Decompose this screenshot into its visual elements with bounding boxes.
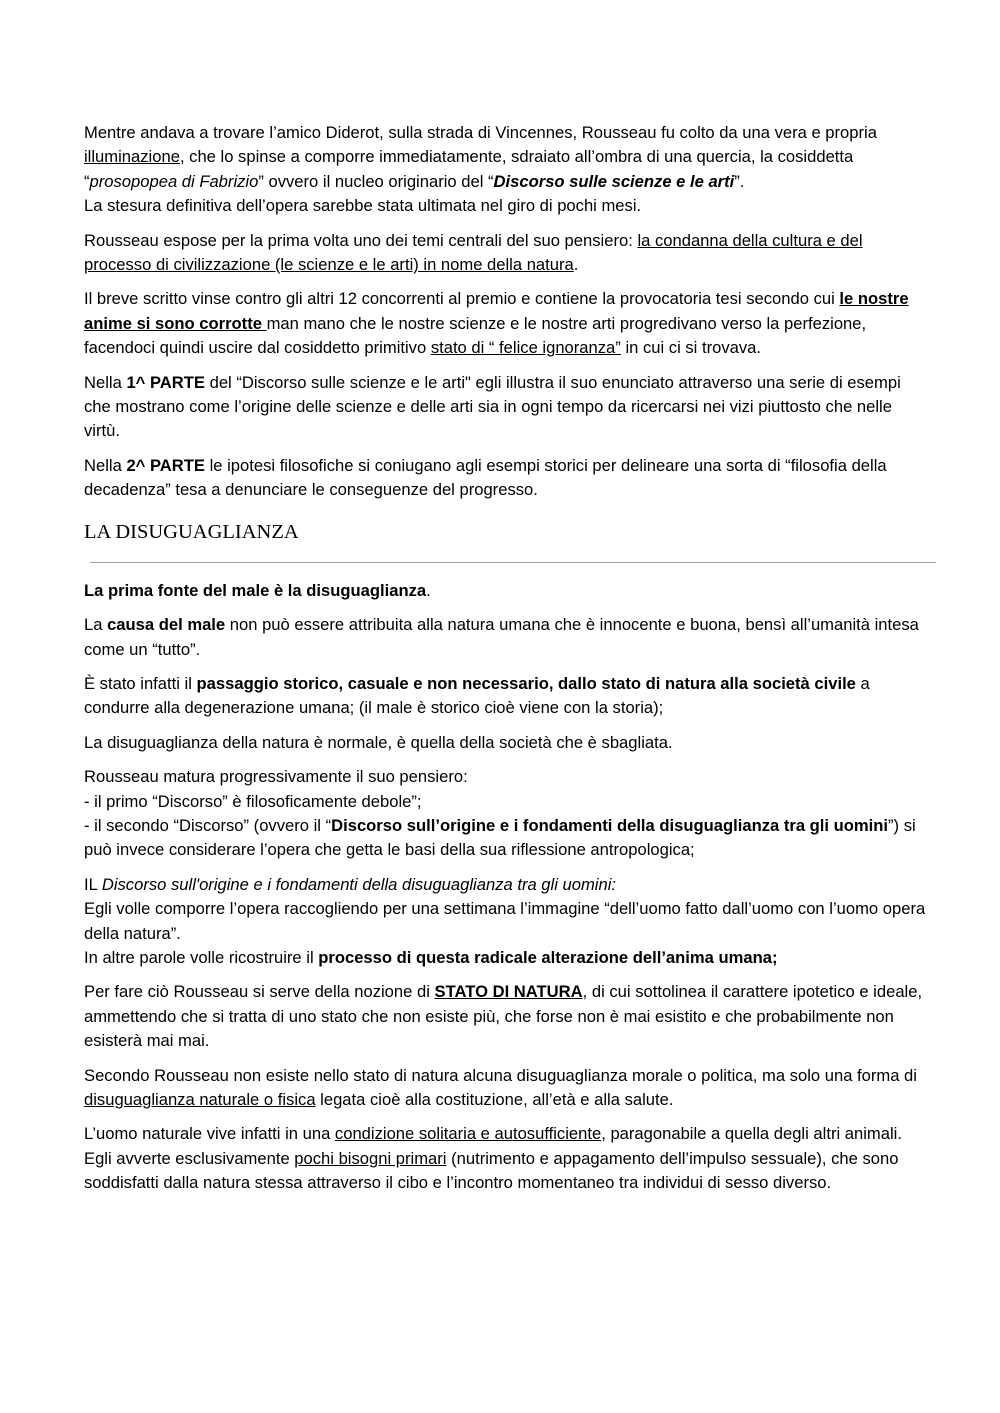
bold-text: causa del male <box>107 615 226 635</box>
paragraph-passaggio-storico: È stato infatti il passaggio storico, casuale e non necessario, dallo stato di natura alla società civile a condurre alla degenerazione umana; (il male è storico cioè viene con la storia); <box>84 673 870 718</box>
underlined-text: disuguaglianza naturale o fisica <box>84 1090 316 1109</box>
heading-divider <box>90 562 936 563</box>
paragraph-disuguaglianza-natura: La disuguaglianza della natura è normale, è quella della società che è sbagliata. <box>84 732 673 752</box>
bold-text: 2^ PARTE <box>126 455 205 475</box>
paragraph-breve-scritto: Il breve scritto vinse contro gli altri 12 concorrenti al premio e contiene la provocatoria tesi secondo cui le nostre anime si sono corrotte man mano che le nostre scienze e le nostre arti progredivano verso la perfezione, facendoci quindi uscire dal cosiddetto primitivo stato di “ felice ignoranza” in cui ci si trovava. <box>84 289 909 358</box>
italic-text: prosopopea di Fabrizio <box>89 171 259 191</box>
bold-underlined-text: le nostre anime si sono corrotte <box>84 289 909 333</box>
paragraph-seconda-parte: Nella 2^ PARTE le ipotesi filosofiche si coniugano agli esempi storici per delineare una sorta di “filosofia della decadenza” tesa a denunciare le conseguenze del progresso. <box>84 455 887 500</box>
bold-text: processo di questa radicale alterazione dell’anima umana; <box>318 947 778 967</box>
underlined-text: stato di “ felice ignoranza” <box>430 338 621 358</box>
italic-text: Discorso sull'origine e i fondamenti della disuguaglianza tra gli uomini: <box>101 874 617 894</box>
paragraph-prima-fonte: La prima fonte del male è la disuguaglianza. <box>84 580 431 600</box>
section-heading: LA DISUGUAGLIANZA <box>84 520 299 543</box>
paragraph-illuminazione: Mentre andava a trovare l’amico Diderot, sulla strada di Vincennes, Rousseau fu colto da una vera e propria illuminazione, che lo spinse a comporre immediatamente, sdraiato all’ombra di una quercia, la cosiddetta “prosopopea di Fabrizio” ovvero il nucleo originario del “Discorso sulle scienze e le arti”. La stesura definitiva dell’opera sarebbe stata ultimata nel giro di pochi mesi. <box>84 123 877 216</box>
paragraph-discorso-origine: IL Discorso sull'origine e i fondamenti della disuguaglianza tra gli uomini: Egli volle comporre l’opera raccogliendo per una settimana l’immagine “dell’uomo fatto dall’uomo con l’uomo opera della natura”. In altre parole volle ricostruire il processo di questa radicale alterazione dell’anima umana; <box>84 874 926 967</box>
bold-text: 1^ PARTE <box>126 372 205 392</box>
bold-text: La prima fonte del male è la disuguaglianza <box>84 580 427 600</box>
paragraph-stato-di-natura: Per fare ciò Rousseau si serve della nozione di STATO DI NATURA, di cui sottolinea il carattere ipotetico e ideale, ammettendo che si tratta di uno stato che non esiste più, che forse non è mai esistito e che probabilmente non esisterà mai mai. <box>84 982 923 1051</box>
paragraph-temi-centrali: Rousseau espose per la prima volta uno dei temi centrali del suo pensiero: la condanna della cultura e del processo di civilizzazione (le scienze e le arti) in nome della natura. <box>84 230 863 275</box>
bold-text: Discorso sull’origine e i fondamenti della disuguaglianza tra gli uomini <box>331 815 889 835</box>
paragraph-causa-del-male: La causa del male non può essere attribuita alla natura umana che è innocente e buona, bensì all’umanità intesa come un “tutto”. <box>84 615 919 659</box>
underlined-text: illuminazione <box>84 147 180 167</box>
underlined-text: la condanna della cultura e del processo di civilizzazione (le scienze e le arti) in nome della natura <box>84 230 863 275</box>
bold-underlined-text: STATO DI NATURA <box>434 982 583 1002</box>
paragraph-pensiero: Rousseau matura progressivamente il suo pensiero: - il primo “Discorso” è filosoficamente debole”; - il secondo “Discorso” (ovvero il “Discorso sull’origine e i fondamenti della disuguaglianza tra gli uomini”) si può invece considerare l’opera che getta le basi della sua riflessione antropologica; <box>84 767 916 860</box>
paragraph-disuguaglianza-fisica: Secondo Rousseau non esiste nello stato di natura alcuna disuguaglianza morale o politica, ma solo una forma di disuguaglianza naturale o fisica legata cioè alla costituzione, all’età e alla salute. <box>84 1065 917 1109</box>
paragraph-prima-parte: Nella 1^ PARTE del “Discorso sulle scienze e le arti" egli illustra il suo enunciato attraverso una serie di esempi che mostrano come l’origine delle scienze e delle arti sia in ogni tempo da ricercarsi nei vizi piuttosto che nelle virtù. <box>84 372 901 441</box>
bold-text: passaggio storico, casuale e non necessario, dallo stato di natura alla società civile <box>196 673 856 693</box>
bold-italic-title: Discorso sulle scienze e le arti <box>493 171 735 191</box>
underlined-text: condizione solitaria e autosufficiente <box>334 1124 602 1144</box>
paragraph-uomo-naturale: L’uomo naturale vive infatti in una condizione solitaria e autosufficiente, paragonabile a quella degli altri animali. Egli avverte esclusivamente pochi bisogni primari (nutrimento e appagamento dell’impulso sessuale), che sono soddisfatti dalla natura stessa attraverso il cibo e l’incontro momentaneo tra individui di sesso diverso. <box>84 1124 902 1193</box>
document-page <box>84 121 930 1206</box>
underlined-text: pochi bisogni primari <box>294 1148 447 1168</box>
